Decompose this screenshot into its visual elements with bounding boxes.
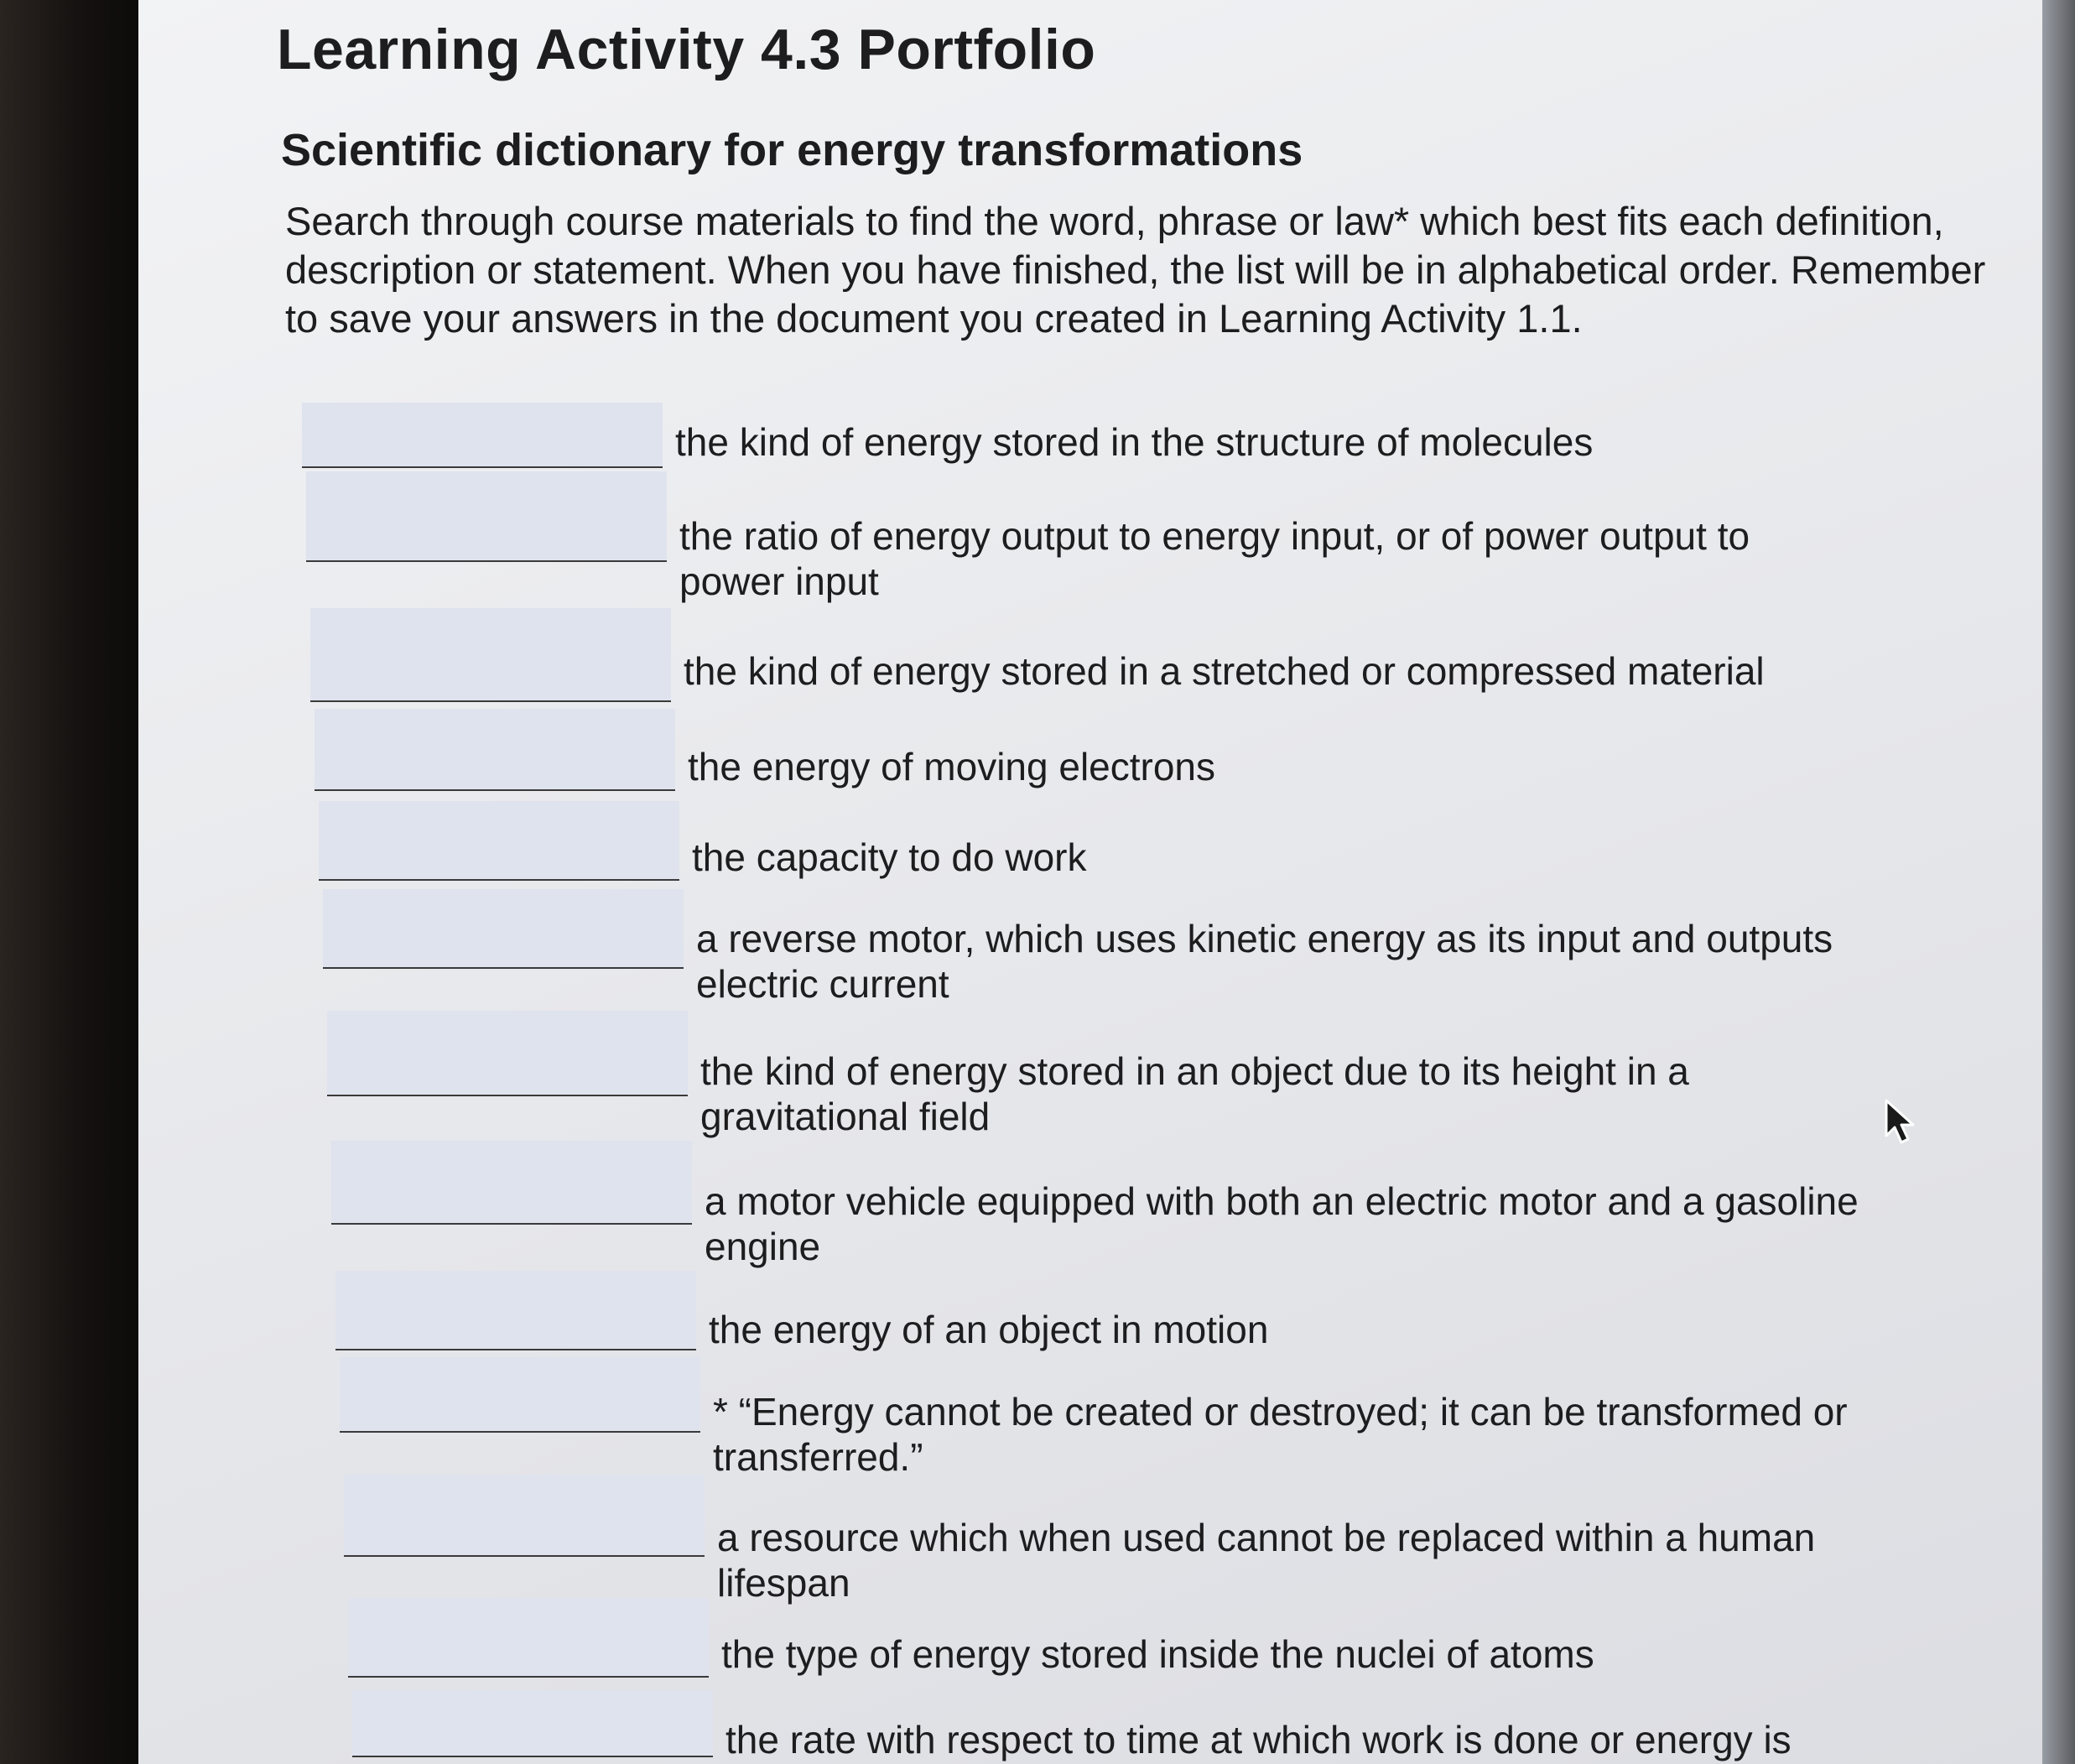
dictionary-entry: [319, 801, 1866, 881]
answer-input[interactable]: [323, 889, 684, 969]
answer-input[interactable]: [331, 1141, 692, 1225]
answer-input[interactable]: [319, 801, 679, 881]
answer-input[interactable]: [340, 1357, 700, 1433]
answer-input[interactable]: [335, 1271, 696, 1350]
document-page: [138, 0, 2042, 1764]
definition-text: the capacity to do work: [692, 835, 1087, 879]
answer-input[interactable]: [344, 1475, 705, 1557]
definition-text: the type of energy stored inside the nuclei of atoms: [721, 1632, 1594, 1676]
answer-input[interactable]: [327, 1011, 688, 1096]
dictionary-entry: [348, 1598, 1896, 1678]
definition-text: the energy of an object in motion: [709, 1308, 1269, 1351]
definition-text: the kind of energy stored in the structure of molecules: [675, 420, 1594, 464]
dictionary-entry: [327, 1011, 1875, 1139]
definition-text: a motor vehicle equipped with both an electric motor and a gasoline engine: [705, 1179, 1859, 1268]
answer-input[interactable]: [310, 608, 671, 702]
dictionary-entry: [344, 1475, 1891, 1605]
definition-text: the energy of moving electrons: [688, 745, 1216, 788]
dictionary-entry: [335, 1271, 1883, 1352]
page-title: Learning Activity 4.3 Portfolio: [277, 18, 1096, 81]
definition-text: the kind of energy stored in a stretched or compressed material: [684, 649, 1765, 693]
definition-text: * “Energy cannot be created or destroyed; it can be transformed or transferred.”: [713, 1390, 1848, 1479]
section-heading: Scientific dictionary for energy transformations: [281, 125, 1303, 175]
definition-text: a reverse motor, which uses kinetic energy as its input and outputs electric current: [696, 917, 1833, 1006]
dictionary-entry: [306, 471, 1854, 604]
mouse-pointer-icon: [1883, 1099, 1922, 1146]
definition-text: a resource which when used cannot be replaced within a human lifespan: [717, 1516, 1816, 1605]
answer-input[interactable]: [302, 403, 663, 468]
dictionary-entry: [340, 1357, 1887, 1480]
answer-input[interactable]: [352, 1690, 713, 1757]
answer-input[interactable]: [348, 1598, 709, 1678]
definition-text: the kind of energy stored in an object due to its height in a gravitational field: [700, 1049, 1689, 1138]
monitor-bezel-right: [2041, 0, 2075, 1764]
dictionary-entry: [331, 1141, 1879, 1269]
dictionary-entry: [352, 1690, 1900, 1762]
definition-text: the rate with respect to time at which work is done or energy is: [725, 1718, 1792, 1761]
dictionary-entry: [310, 608, 1858, 702]
answer-input[interactable]: [315, 709, 675, 791]
definition-text: the ratio of energy output to energy input, or of power output to power input: [679, 514, 1750, 603]
answer-input[interactable]: [306, 471, 667, 562]
monitor-bezel-left: [0, 0, 138, 1764]
dictionary-entry: [315, 709, 1862, 791]
dictionary-entry: [323, 889, 1870, 1007]
instructions-text: Search through course materials to find the word, phrase or law* which best fits each definition, description or statement. When you have finished, the list will be in alphabetical order. Remember to save your answers in the document you created in Learning Activity 1.1.: [285, 199, 1986, 341]
dictionary-entry: [302, 403, 1849, 468]
